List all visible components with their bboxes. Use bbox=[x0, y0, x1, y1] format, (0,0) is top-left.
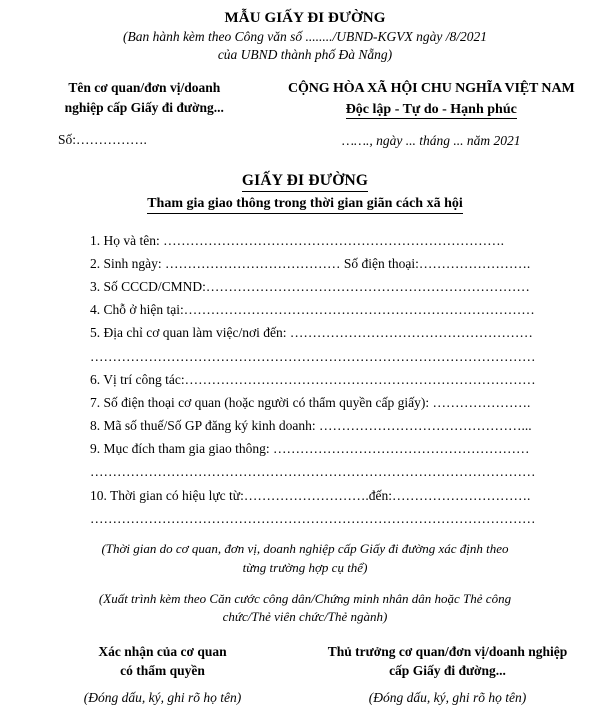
signature-authority-line-1: Xác nhận của cơ quan bbox=[98, 644, 227, 660]
note-documents-line-2: chức/Thẻ viên chức/Thẻ ngành) bbox=[222, 609, 388, 625]
issuing-authority-line-2: nghiệp cấp Giấy đi đường... bbox=[64, 100, 224, 115]
field-position: 6. Vị trí công tác:…………………………………………………………………… bbox=[90, 372, 536, 387]
field-validity-period: 10. Thời gian có hiệu lực từ:……………………….đến:…………………………. bbox=[90, 488, 531, 503]
note-documents-line-1: (Xuất trình kèm theo Căn cước công dân/Chứng minh nhân dân hoặc Thẻ công bbox=[98, 590, 512, 606]
field-travel-purpose: 9. Mục đích tham gia giao thông: ………………………………………………… bbox=[90, 442, 530, 457]
issuing-authority-block bbox=[18, 78, 271, 149]
document-subtitle-line-1: (Ban hành kèm theo Công văn số ......../UBND-KGVX ngày /8/2021 bbox=[122, 29, 488, 44]
field-tax-code-business-license: 8. Mã số thuế/Số GP đăng ký kinh doanh: ………………………………………... bbox=[90, 419, 532, 434]
signature-authority-note: (Đóng dấu, ký, ghi rõ họ tên) bbox=[83, 690, 242, 706]
signature-head-of-unit bbox=[305, 643, 586, 708]
signature-authority-line-2: có thẩm quyền bbox=[120, 663, 205, 679]
national-heading-block bbox=[271, 78, 592, 151]
field-office-phone: 7. Số điện thoại cơ quan (hoặc người có thẩm quyền cấp giấy): …………………. bbox=[90, 395, 531, 410]
signature-head-note: (Đóng dấu, ký, ghi rõ họ tên) bbox=[368, 690, 527, 706]
document-title: MẪU GIẤY ĐI ĐƯỜNG bbox=[224, 10, 386, 26]
main-subtitle-text: Tham gia giao thông trong thời gian giãn cách xã hội bbox=[147, 196, 463, 214]
signature-authority bbox=[24, 643, 305, 708]
signature-block bbox=[18, 643, 592, 708]
field-birth-date-phone: 2. Sinh ngày: ………………………………… Số điện thoại:……………………. bbox=[90, 256, 531, 271]
national-motto bbox=[271, 99, 592, 120]
field-id-number: 3. Số CCCD/CMND:……………………………………………………………… bbox=[90, 280, 530, 295]
note-validity bbox=[56, 540, 554, 578]
note-documents bbox=[56, 590, 554, 628]
national-motto-text: Độc lập - Tự do - Hạnh phúc bbox=[345, 102, 517, 118]
document-subtitle bbox=[18, 28, 592, 64]
field-validity-period-continuation: ……………………………………………………………………………………… bbox=[90, 510, 536, 526]
field-workplace-address-continuation: ……………………………………………………………………………………… bbox=[90, 348, 536, 364]
main-subtitle bbox=[18, 196, 592, 212]
main-title-block bbox=[18, 172, 592, 212]
issuing-authority-line-1: Tên cơ quan/đơn vị/doanh bbox=[68, 80, 221, 96]
document-subtitle-line-2: của UBND thành phố Đà Nẵng) bbox=[217, 47, 393, 63]
notes-block bbox=[18, 540, 592, 627]
field-current-residence: 4. Chỗ ở hiện tại:…………………………………………………………………… bbox=[90, 303, 535, 318]
letterhead bbox=[18, 78, 592, 151]
document-number-line: Số:……………. bbox=[58, 131, 147, 147]
signature-head-line-2: cấp Giấy đi đường... bbox=[389, 663, 506, 679]
national-title: CỘNG HÒA XÃ HỘI CHU NGHĨA VIỆT NAM bbox=[287, 81, 575, 97]
note-validity-line-2: từng trường hợp cụ thể) bbox=[242, 559, 368, 575]
note-validity-line-1: (Thời gian do cơ quan, đơn vị, doanh nghiệp cấp Giấy đi đường xác định theo bbox=[101, 540, 509, 556]
place-date-line: ……., ngày ... tháng ... năm 2021 bbox=[342, 133, 521, 149]
signature-head-line-1: Thủ trưởng cơ quan/đơn vị/doanh nghiệp bbox=[327, 644, 568, 660]
field-full-name: 1. Họ và tên: …………………………………………………………………. bbox=[90, 233, 504, 248]
field-workplace-address: 5. Địa chỉ cơ quan làm việc/nơi đến: ……………………………………………… bbox=[90, 326, 533, 341]
field-travel-purpose-continuation: ……………………………………………………………………………………… bbox=[90, 464, 536, 480]
main-title bbox=[18, 172, 592, 190]
main-title-text: GIẤY ĐI ĐƯỜNG bbox=[242, 172, 368, 192]
form-fields bbox=[18, 234, 592, 526]
